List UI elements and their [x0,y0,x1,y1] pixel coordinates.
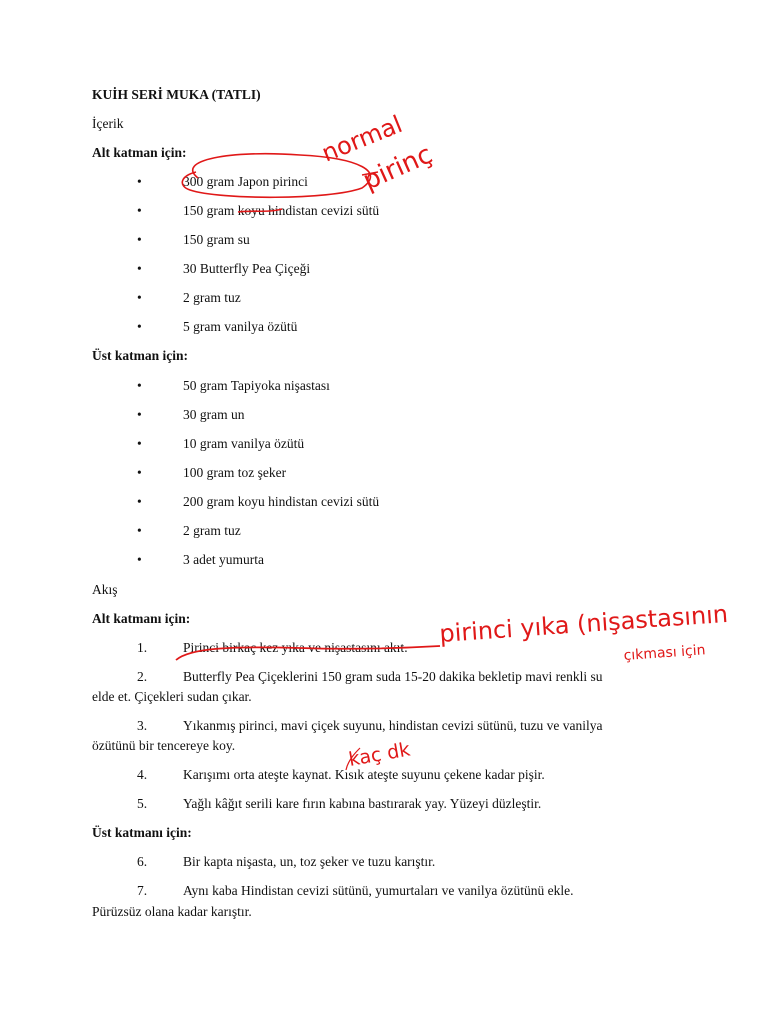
bullet-icon: • [137,319,142,334]
ingredient-text: 10 gram vanilya özütü [183,436,305,451]
bullet-icon: • [137,465,142,480]
ingredient-text: 150 gram koyu hindistan cevizi sütü [183,203,380,218]
ingredient-text: 2 gram tuz [183,290,241,305]
note-wash-line1: pirinci yıka (nişastasının [438,599,729,648]
ingredient-text: 50 gram Tapiyoka nişastası [183,378,330,393]
struck-word: koyu [237,203,265,218]
step-number: 3. [137,718,148,733]
step-number: 1. [137,640,148,655]
bottom-layer-heading: Alt katman için: [92,145,187,160]
step-text: Yıkanmış pirinci, mavi çiçek suyunu, hindistan cevizi sütünü, tuzu ve vanilya [183,718,603,733]
bottom-steps-heading: Alt katmanı için: [92,611,191,626]
bullet-icon: • [137,174,142,189]
ingredient-text: 5 gram vanilya özütü [183,319,298,334]
bullet-icon: • [137,494,142,509]
note-rice-line1: normal [317,110,407,168]
method-heading: Akış [92,582,118,597]
bullet-icon: • [137,232,142,247]
ingredient-text: 30 Butterfly Pea Çiçeği [183,261,311,276]
top-layer-heading: Üst katman için: [92,348,189,363]
ingredient-text: 3 adet yumurta [183,552,264,567]
step-text: Aynı kaba Hindistan cevizi sütünü, yumurtaları ve vanilya özütünü ekle. [183,883,574,898]
bullet-icon: • [137,436,142,451]
step-text-cont: özütünü bir tencereye koy. [92,738,236,753]
step-text: Bir kapta nişasta, un, toz şeker ve tuzu karıştır. [183,854,436,869]
bullet-icon: • [137,261,142,276]
step-text-cont: elde et. Çiçekleri sudan çıkar. [92,689,252,704]
bullet-icon: • [137,552,142,567]
step-number: 7. [137,883,148,898]
bullet-icon: • [137,290,142,305]
step-number: 4. [137,767,148,782]
top-steps-heading: Üst katmanı için: [92,825,192,840]
rice-note-pointer [362,172,378,175]
bullet-icon: • [137,407,142,422]
note-minutes: kaç dk [347,738,412,771]
step-number: 6. [137,854,148,869]
bullet-icon: • [137,378,142,393]
step-number: 2. [137,669,148,684]
bullet-icon: • [137,203,142,218]
step-text: Karışımı orta ateşte kaynat. Kısık ateşte suyunu çekene kadar pişir. [183,767,545,782]
ingredients-heading: İçerik [92,116,124,131]
bullet-icon: • [137,523,142,538]
ingredient-text: 2 gram tuz [183,523,241,538]
step-text: Pirinci birkaç kez yıka ve nişastasını akıt. [183,640,408,655]
ingredient-text: 200 gram koyu hindistan cevizi sütü [183,494,380,509]
ingredient-text: 30 gram un [183,407,245,422]
ingredient-text: 300 gram Japon pirinci [183,174,308,189]
step-text: Yağlı kâğıt serili kare fırın kabına bastırarak yay. Yüzeyi düzleştir. [183,796,542,811]
ingredient-text: 150 gram su [183,232,250,247]
recipe-title: KUİH SERİ MUKA (TATLI) [92,87,261,102]
ingredient-text: 100 gram toz şeker [183,465,287,480]
step-text-cont: Pürüzsüz olana kadar karıştır. [92,904,252,919]
note-wash-line2: çıkması için [623,642,706,664]
step-text: Butterfly Pea Çiçeklerini 150 gram suda 15-20 dakika bekletip mavi renkli su [183,669,603,684]
note-rice-line2: pirinç [358,139,438,197]
step-number: 5. [137,796,148,811]
